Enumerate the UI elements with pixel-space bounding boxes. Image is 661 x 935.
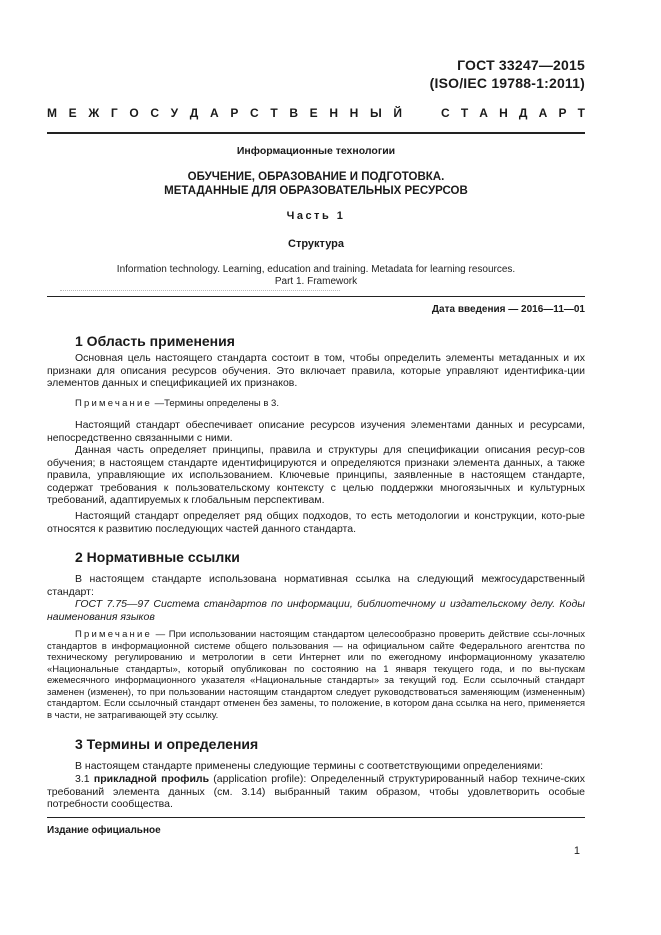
banner-letter: Т (577, 106, 585, 120)
section-1-heading: 1 Область применения (75, 333, 235, 349)
term-definition: (application profile): Определенный структурированный набор техниче-ских требований элемента данных (см. 3.14) выбранный таким образом, чтобы удовлетворить особые потребности сообщества. (47, 773, 586, 810)
part-number: Часть 1 (286, 210, 346, 222)
banner-letter: С (249, 106, 259, 120)
banner-letter: Т (460, 106, 469, 120)
section-2-note (47, 629, 585, 721)
banner-letter: У (170, 106, 179, 120)
term-number: 3.1 (75, 773, 94, 785)
section-1-note (47, 398, 585, 410)
term-name: прикладной профиль (93, 773, 210, 785)
section-2-reference: ГОСТ 7.75—97 Система стандартов по информации, библиотечному и издательскому делу. Коды наименования языков (47, 598, 585, 623)
banner-letter: С (150, 106, 159, 120)
header-rule (47, 132, 585, 134)
document-title (47, 170, 585, 198)
banner-letter: Г (110, 106, 118, 120)
banner-letter: Н (329, 106, 338, 120)
faint-dotted-mark (60, 290, 340, 291)
section-2-heading: 2 Нормативные ссылки (75, 549, 240, 565)
field-title: Информационные технологии (236, 145, 396, 157)
term-3-1 (47, 773, 585, 811)
note-text: — При использовании настоящим стандартом целесообразно проверить действие ссы-лочных стандартов в информационной системе общего пользования — на официальном сайте Федерального агентства по техническому регулированию и метрологии в сети Интернет или по ежегодному информационному указателю «Национальные стандарты», который опубликован по состоянию на 1 января текущего года, и по вы-пускам ежемесячного информационного указателя «Национальные стандарты» за текущий год. Если ссылочный стандарт заменен (изменен), то при пользовании настоящим стандартом следует руководствоваться заменяющим (измененным) стандартом. Если ссылочный стандарт отменен без замены, то положение, в котором дана ссылка на него, применяется в части, не затрагивающей эту ссылку. (47, 629, 585, 721)
section-1-paragraph-2: Настоящий стандарт обеспечивает описание ресурсов изучения элементами данных и ресурсами, непосредственно связанными с ними. (47, 419, 585, 444)
banner-letter: Ы (369, 106, 382, 120)
section-3-paragraph-1: В настоящем стандарте применены следующие термины с соответствующими определениями: (75, 760, 544, 772)
note-text: —Термины определены в 3. (152, 398, 279, 409)
note-label: Примечание (75, 629, 152, 640)
banner-letter: Д (189, 106, 199, 120)
banner-word-standard (441, 106, 585, 122)
banner-letter: А (209, 106, 219, 120)
banner-letter: О (129, 106, 139, 120)
standard-banner (47, 106, 585, 122)
section-1-paragraph-3: Данная часть определяет принципы, правила и структуры для спецификации описания ресур-сов обучения; в настоящем стандарте идентифицируются и определяются признаки элемента данных, а также правила, управляющие их использованием. Ключевые принципы, заявленные в настоящем стандарте, содержат требования к пользовательскому контексту с целью поддержки многоязычных и культурных требований, адаптируемых к глобальным перспективам. (47, 444, 585, 506)
english-title (47, 264, 585, 288)
banner-letter: Н (349, 106, 359, 120)
banner-letter: Е (68, 106, 77, 120)
title-line-1: ОБУЧЕНИЕ, ОБРАЗОВАНИЕ И ПОДГОТОВКА. (187, 171, 445, 183)
footer-rule (47, 817, 585, 818)
banner-letter: Ж (88, 106, 100, 120)
banner-letter: А (538, 106, 548, 120)
banner-letter: Р (558, 106, 567, 120)
banner-letter: Н (499, 106, 508, 120)
title-line-2: МЕТАДАННЫЕ ДЛЯ ОБРАЗОВАТЕЛЬНЫХ РЕСУРСОВ (164, 185, 468, 197)
banner-word-interstate (47, 106, 402, 122)
banner-letter: Р (230, 106, 239, 120)
introduction-date: Дата введения — 2016—11—01 (431, 304, 585, 315)
section-2-paragraph-1: В настоящем стандарте использована нормативная ссылка на следующий межгосударственный стандарт: (47, 573, 585, 598)
iso-reference: (ISO/IEC 19788-1:2011) (429, 75, 585, 91)
section-1-paragraph-1: Основная цель настоящего стандарта состоит в том, чтобы определить элементы метаданных и их признаки для описания ресурсов обучения. Это включает правила, которые управляют идентифика-ции элементов данных и спецификацией их признаков. (47, 352, 585, 389)
banner-letter: С (441, 106, 450, 120)
section-1-paragraph-4: Настоящий стандарт определяет ряд общих подходов, то есть методологии и конструкции, кото-рые относятся к развитию последующих частей данного стандарта. (47, 510, 585, 535)
banner-letter: М (47, 106, 57, 120)
note-label: Примечание (75, 398, 152, 409)
standard-number: ГОСТ 33247—2015 (457, 57, 585, 73)
page-number: 1 (573, 845, 580, 857)
part-subtitle: Структура (288, 238, 344, 250)
banner-letter: Д (518, 106, 528, 120)
section-3-heading: 3 Термины и определения (75, 736, 259, 752)
official-edition-label: Издание официальное (47, 825, 161, 836)
banner-letter: Й (393, 106, 402, 120)
title-rule (47, 296, 585, 297)
standard-code (430, 56, 585, 92)
english-title-line-2: Part 1. Framework (274, 276, 358, 287)
english-title-line-1: Information technology. Learning, education and training. Metadata for learning resources. (116, 264, 516, 275)
banner-letter: А (479, 106, 488, 120)
banner-letter: Е (309, 106, 318, 120)
banner-letter: Т (270, 106, 278, 120)
banner-letter: В (289, 106, 298, 120)
